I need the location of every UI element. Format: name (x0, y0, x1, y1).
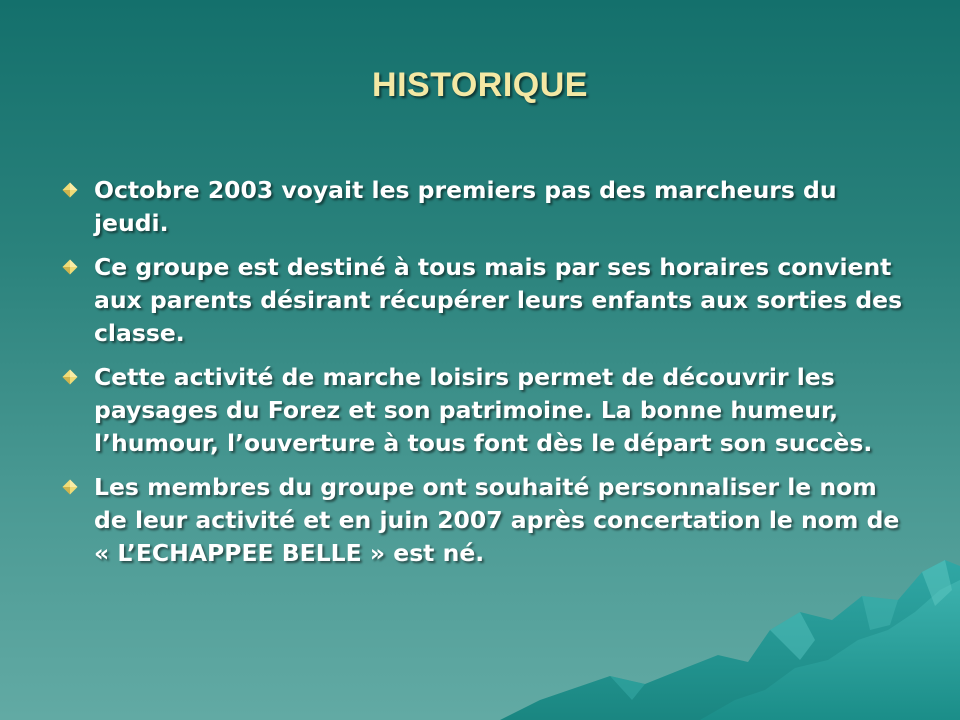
diamond-bullet-icon (62, 479, 78, 495)
bullet-item (62, 251, 912, 350)
bullet-text: Octobre 2003 voyait les premiers pas des marcheurs du jeudi. (94, 176, 837, 237)
slide-title: HISTORIQUE (372, 66, 588, 104)
diamond-bullet-icon (62, 259, 78, 275)
bullet-text: Cette activité de marche loisirs permet de découvrir les paysages du Forez et son patrimoine. La bonne humeur, l’humour, l’ouverture à tous font dès le départ son succès. (94, 363, 873, 457)
bullet-item (62, 471, 912, 570)
bullet-item (62, 361, 912, 460)
bullet-text: Les membres du groupe ont souhaité personnaliser le nom de leur activité et en juin 2007 après concertation le nom de « L’ECHAPPEE BELLE » est né. (94, 473, 900, 567)
diamond-bullet-icon (62, 369, 78, 385)
bullet-item (62, 174, 912, 240)
bullet-list (62, 174, 912, 581)
bullet-text: Ce groupe est destiné à tous mais par ses horaires convient aux parents désirant récupérer leurs enfants aux sorties des classe. (94, 253, 903, 347)
diamond-bullet-icon (62, 182, 78, 198)
